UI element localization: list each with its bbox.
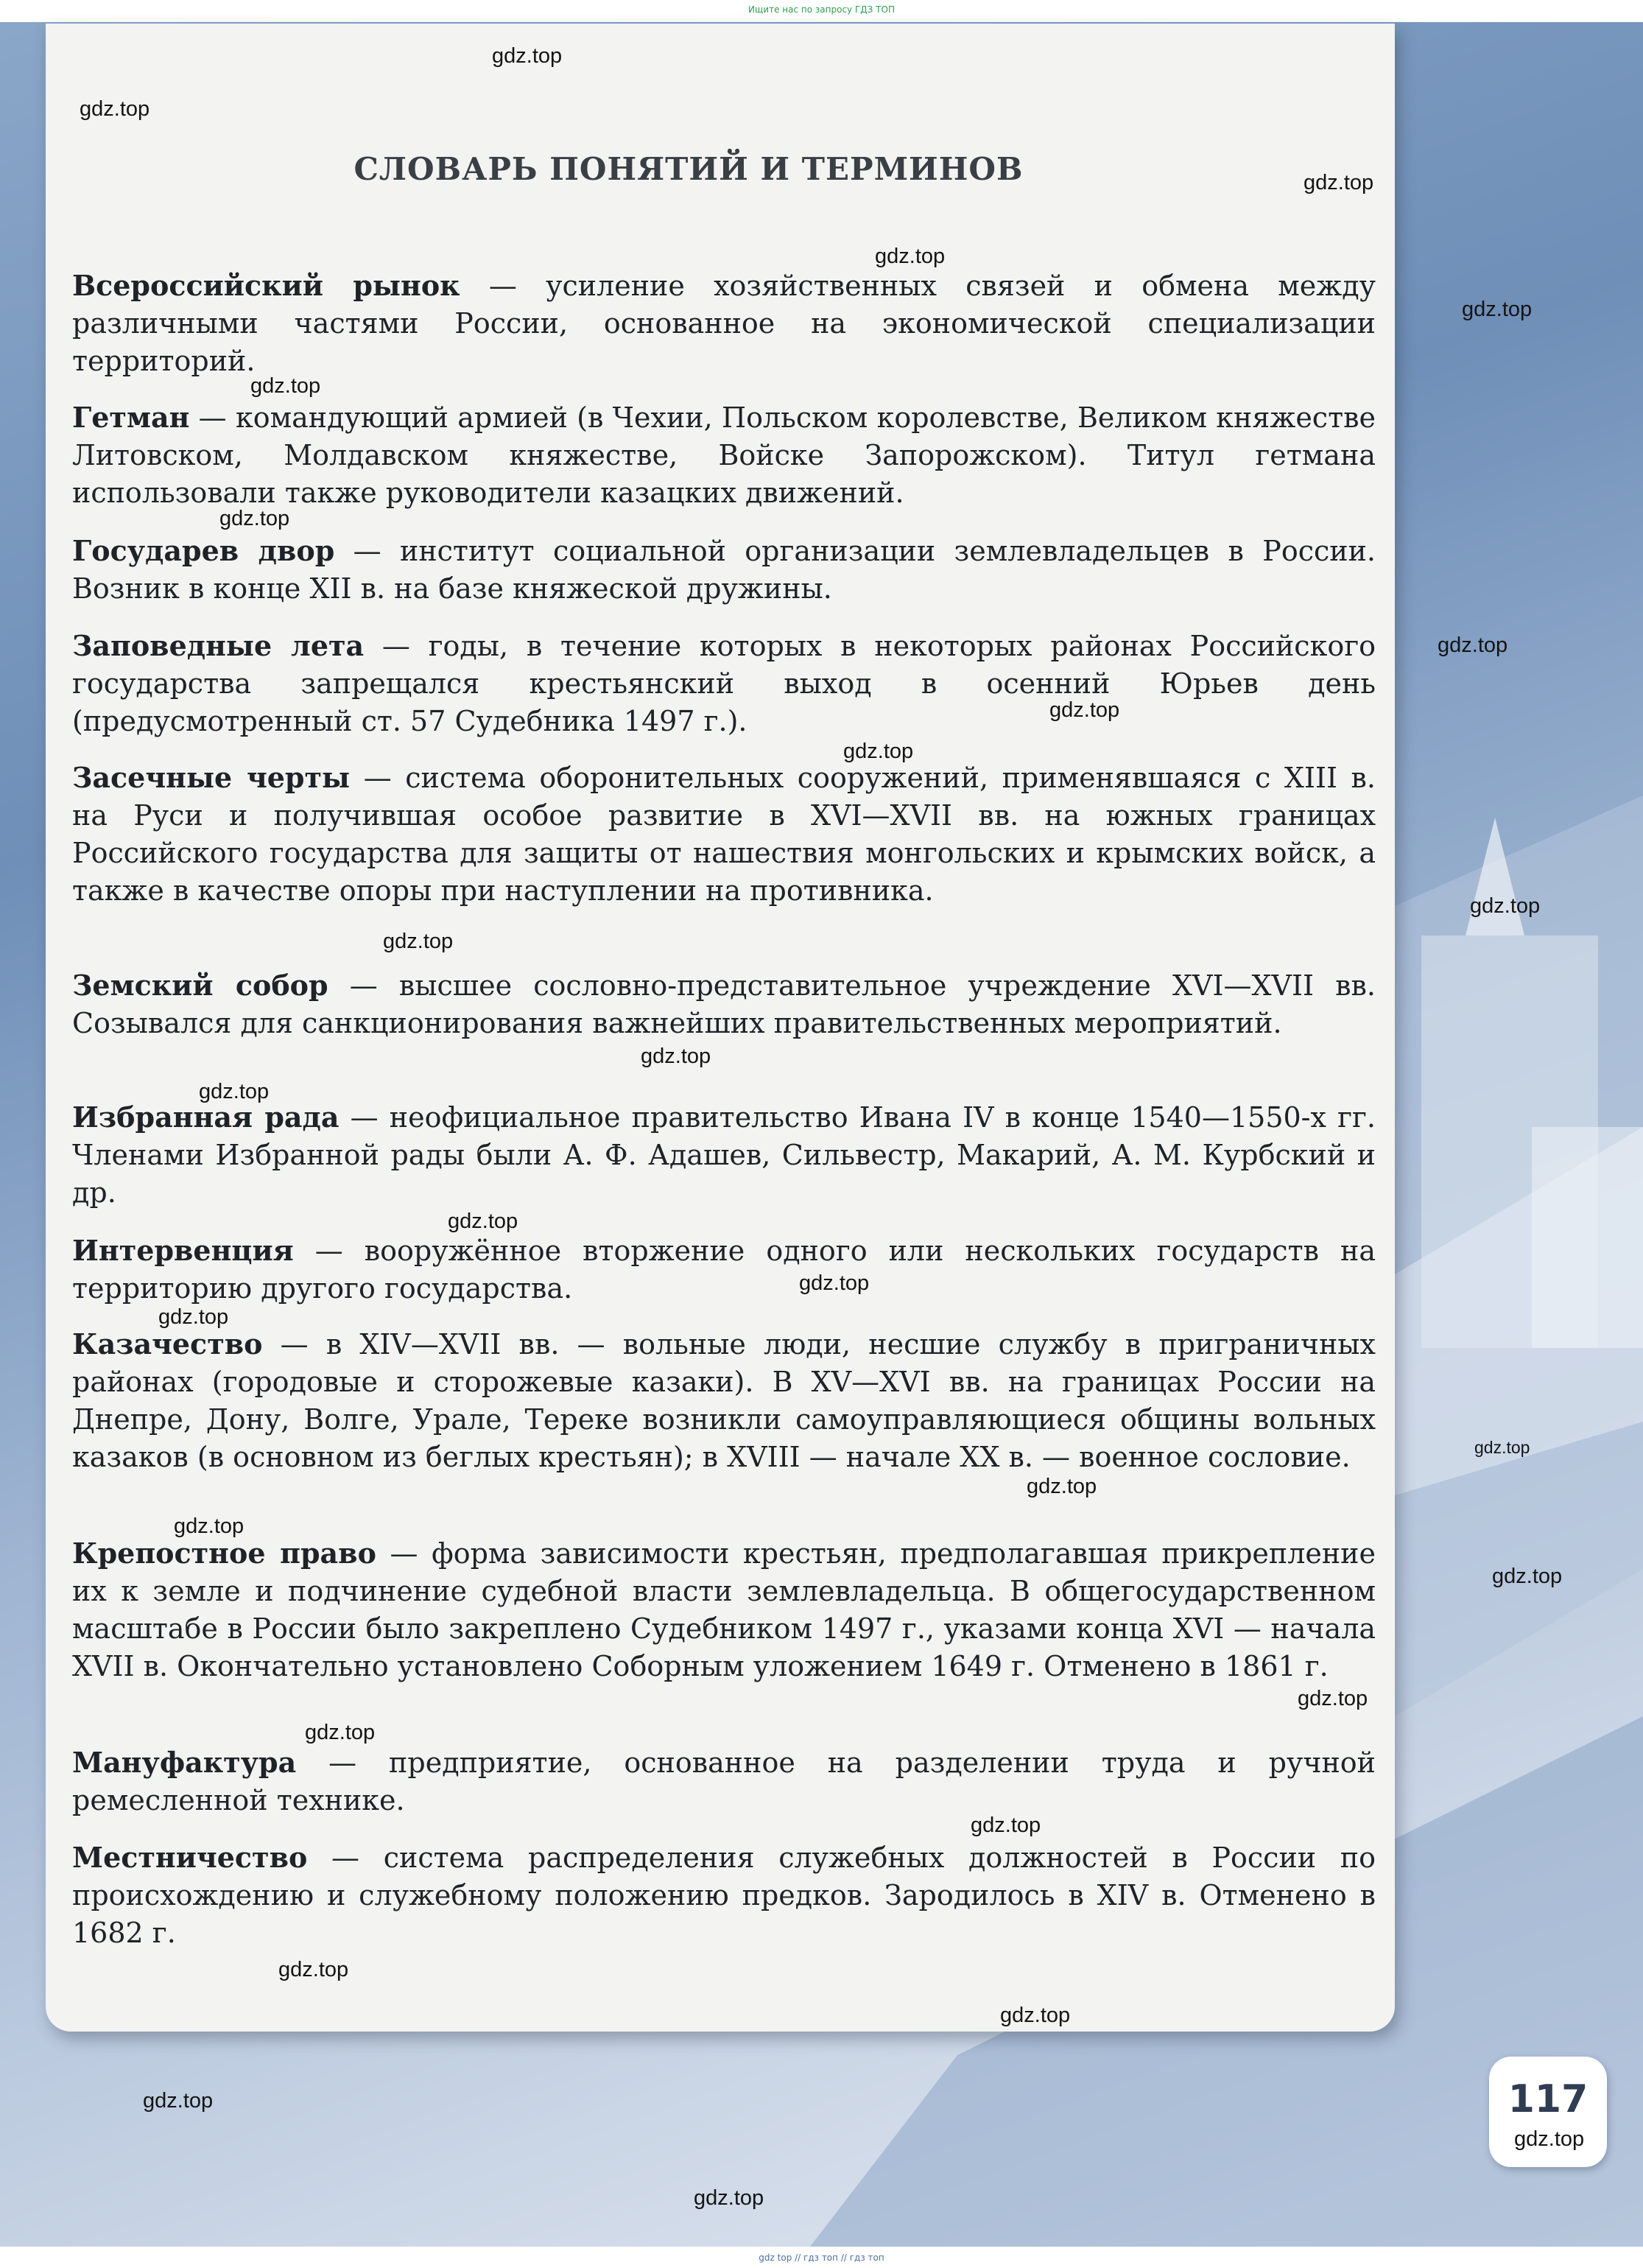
entry-definition: — усиление хозяйственных связей и обмена между различными частями России, основанное на экономической специализации территорий.	[72, 270, 1376, 377]
entry-gosudarev-dvor	[72, 532, 1376, 608]
watermark-text: gdz.top	[1438, 633, 1508, 657]
watermark-text: gdz.top	[1470, 894, 1541, 918]
watermark-text: gdz.top	[174, 1514, 244, 1538]
entry-term: Засечные черты	[72, 761, 351, 794]
entry-definition: — предприятие, основанное на разделении труда и ручной ремесленной технике.	[72, 1746, 1376, 1816]
watermark-text: gdz.top	[799, 1271, 870, 1295]
entry-intervenciya	[72, 1232, 1376, 1307]
watermark-text: gdz.top	[843, 740, 914, 763]
watermark-text: gdz.top	[1514, 2127, 1585, 2151]
entry-term: Интервенция	[72, 1234, 294, 1267]
entry-kazachestvo	[72, 1325, 1376, 1476]
watermark-text: gdz.top	[694, 2186, 764, 2210]
entry-zapovednye-leta	[72, 627, 1376, 740]
entry-definition: — неофициальное правительство Ивана IV в конце 1540—1550-х гг. Членами Избранной рады были А. Ф. Адашев, Сильвестр, Макарий, А. М. Курбский и др.	[72, 1101, 1376, 1209]
watermark-text: gdz.top	[875, 245, 946, 268]
entry-term: Мануфактура	[72, 1746, 297, 1779]
entry-term: Казачество	[72, 1327, 263, 1361]
entry-term: Земский собор	[72, 969, 328, 1002]
watermark-text: gdz.top	[1000, 2004, 1071, 2027]
watermark-text: gdz.top	[641, 1045, 711, 1068]
page-number: 117	[1507, 2077, 1589, 2121]
entry-term: Всероссийский рынок	[72, 269, 460, 302]
footer-note: gdz top // гдз топ // гдз топ	[759, 2253, 884, 2263]
watermark-text: gdz.top	[158, 1305, 229, 1329]
entry-definition: — командующий армией (в Чехии, Польском королевстве, Великом княжестве Литовском, Молдавском княжестве, Войске Запорожском). Титул гетмана использовали также руководители казацких движений.	[72, 401, 1376, 509]
entry-krepostnoe-pravo	[72, 1534, 1376, 1685]
entry-term: Гетман	[72, 401, 190, 434]
entry-definition: — высшее сословно-представительное учреждение XVI—XVII вв. Созывался для санкционирования важнейших правительственных мероприятий.	[72, 969, 1376, 1039]
watermark-text: gdz.top	[1298, 1687, 1368, 1710]
watermark-text: gdz.top	[971, 1814, 1041, 1837]
watermark-text: gdz.top	[80, 97, 150, 121]
entry-mestnichestvo	[72, 1839, 1376, 1952]
entry-definition: — форма зависимости крестьян, предполагавшая прикрепление их к земле и подчинение судебной власти землевладельца. В общегосударственном масштабе в России было закреплено Судебником 1497 г., указами конца XVI — начала XVII в. Окончательно установлено Соборным уложением 1649 г. Отменено в 1861 г.	[72, 1537, 1376, 1682]
watermark-text: gdz.top	[250, 374, 321, 398]
watermark-text: gdz.top	[278, 1958, 349, 1981]
entry-definition: — система распределения служебных должностей в России по происхождению и служебному положению предков. Зародилось в XIV в. Отменено в 1682 г.	[72, 1842, 1376, 1949]
entry-manufaktura	[72, 1744, 1376, 1819]
watermark-text: gdz.top	[1049, 698, 1120, 722]
watermark-text: gdz.top	[219, 507, 290, 530]
header-note: Ищите нас по запросу ГДЗ ТОП	[748, 4, 895, 15]
entry-term: Крепостное право	[72, 1537, 376, 1570]
watermark-text: gdz.top	[492, 44, 563, 68]
watermark-text: gdz.top	[1304, 171, 1374, 194]
page-title: СЛОВАРЬ ПОНЯТИЙ И ТЕРМИНОВ	[353, 151, 1024, 187]
entry-term: Государев двор	[72, 534, 335, 567]
entry-term: Избранная рада	[72, 1100, 339, 1134]
watermark-text: gdz.top	[448, 1210, 518, 1233]
watermark-text: gdz.top	[1492, 1565, 1563, 1588]
watermark-text: gdz.top	[383, 930, 454, 953]
entry-definition: — годы, в течение которых в некоторых районах Российского государства запрещался крестьянский выход в осенний Юрьев день (предусмотренный ст. 57 Судебника 1497 г.).	[72, 630, 1376, 737]
entry-term: Заповедные лета	[72, 629, 365, 662]
watermark-text: gdz.top	[199, 1080, 270, 1103]
entry-zemskiy-sobor	[72, 966, 1376, 1042]
entry-definition: — система оборонительных сооружений, применявшаяся с XIII в. на Руси и получившая особое развитие в XVI—XVII вв. на южных границах Российского государства для защиты от нашествия монгольских и крымских войск, а также в качестве опоры при наступлении на противника.	[72, 762, 1376, 907]
entry-definition: — вооружённое вторжение одного или нескольких государств на территорию другого государства.	[72, 1235, 1376, 1305]
entry-izbrannaya-rada	[72, 1098, 1376, 1212]
watermark-text: gdz.top	[1027, 1475, 1097, 1498]
watermark-text: gdz.top	[305, 1721, 376, 1744]
entry-getman	[72, 399, 1376, 512]
watermark-text: gdz.top	[143, 2089, 214, 2113]
entry-term: Местничество	[72, 1841, 308, 1874]
entry-vserossiyskiy-rynok	[72, 267, 1376, 380]
entry-definition: — в XIV—XVII вв. — вольные люди, несшие службу в приграничных районах (городовые и сторожевые казаки). В XV—XVI вв. на границах России на Днепре, Дону, Волге, Урале, Тереке возникли самоуправляющиеся общины вольных казаков (в основном из беглых крестьян); в XVIII — начале XX в. — военное сословие.	[72, 1328, 1376, 1473]
watermark-text: gdz.top	[1474, 1438, 1530, 1457]
entry-definition: — институт социальной организации землевладельцев в России. Возник в конце XII в. на базе княжеской дружины.	[72, 535, 1376, 605]
watermark-text: gdz.top	[1462, 298, 1533, 321]
entry-zasechnye-cherty	[72, 759, 1376, 910]
